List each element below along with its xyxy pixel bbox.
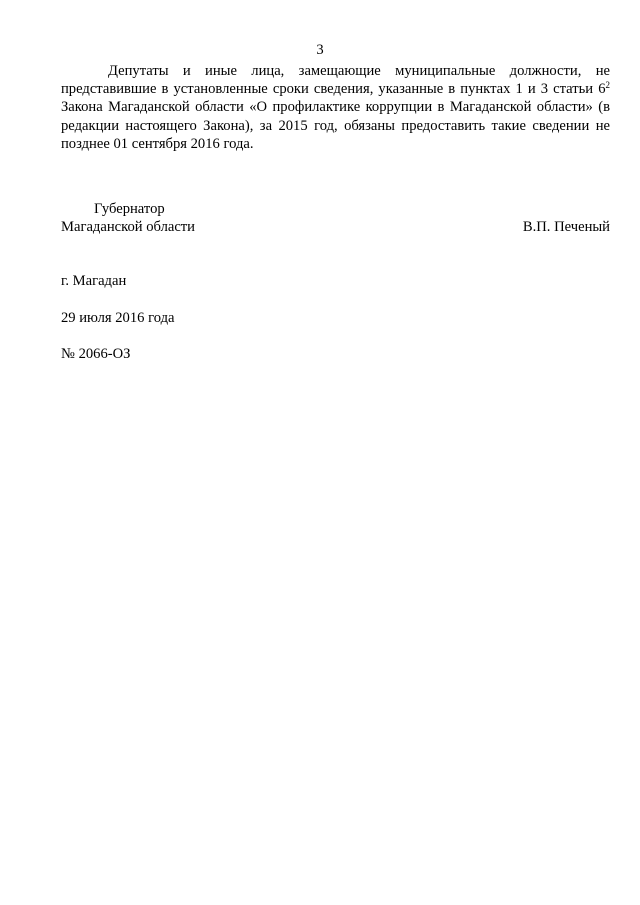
transitional-provision-paragraph (61, 62, 610, 153)
law-number: № 2066-ОЗ (61, 346, 131, 362)
page-number: 3 (316, 42, 324, 58)
signer-name: В.П. Печеный (522, 219, 610, 236)
signature-block (61, 200, 610, 236)
signer-row (61, 218, 610, 236)
article-superscript: 2 (605, 80, 610, 91)
paragraph-text-part2: Закона Магаданской области «О профилактике коррупции в Магаданской области» (в редакции настоящего Закона), за 2015 год, обязаны предоставить такие сведении не позднее 01 сентября 2016 года. (61, 99, 610, 152)
signing-date: 29 июля 2016 года (61, 310, 175, 326)
signing-place: г. Магадан (61, 273, 127, 289)
signer-title-line2: Магаданской области (61, 219, 195, 236)
paragraph-text-part1: Депутаты и иные лица, замещающие муниципальные должности, не представившие в установленные сроки сведения, указанные в пунктах 1 и 3 статьи 6 (61, 63, 610, 98)
signer-title-line1: Губернатор (94, 201, 165, 217)
